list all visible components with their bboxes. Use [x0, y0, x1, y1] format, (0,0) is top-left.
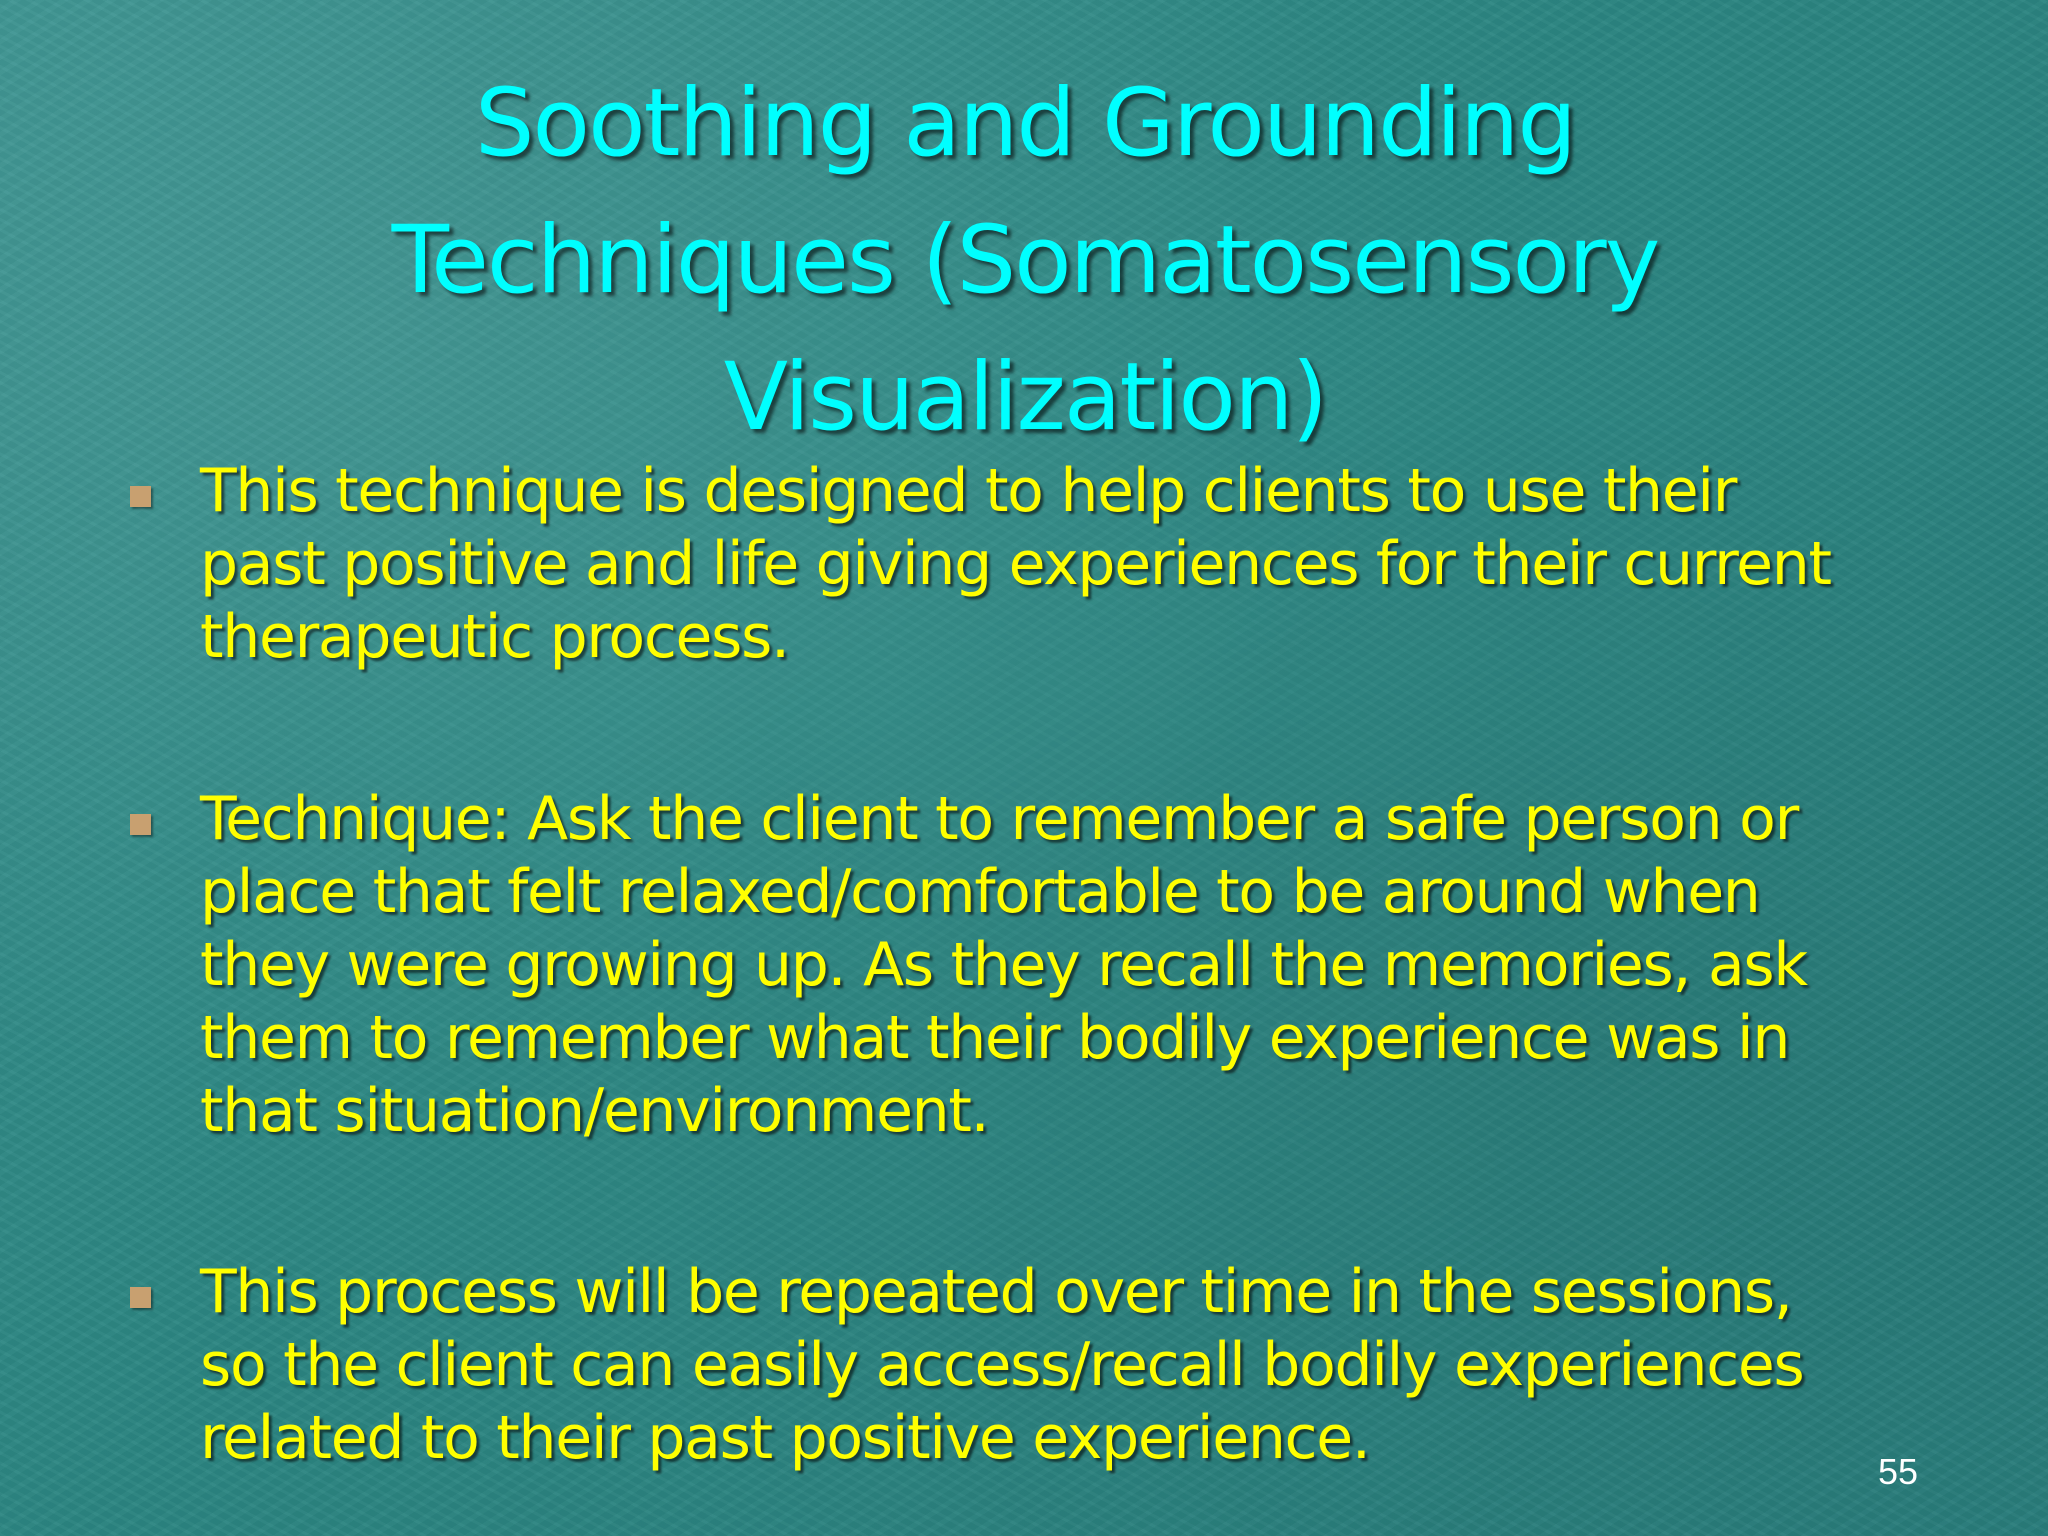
bullet-item-1: [200, 455, 1920, 674]
bullet-text-3: This process will be repeated over time in the sessions, so the client can easily access/recall bodily experiences related to their past positive experience.: [200, 1257, 1804, 1473]
bullet-item-3: [200, 1256, 1920, 1475]
slide-title: Soothing and Grounding Techniques (Somatosensory Visualization): [391, 69, 1659, 452]
square-bullet-icon: [130, 1287, 151, 1308]
bullet-text-1: This technique is designed to help clients to use their past positive and life giving experiences for their current therapeutic process.: [200, 456, 1831, 672]
page-number: 55: [1878, 1451, 1919, 1492]
square-bullet-icon: [130, 486, 151, 507]
square-bullet-icon: [130, 814, 151, 835]
bullet-text-2: Technique: Ask the client to remember a safe person or place that felt relaxed/comfortable to be around when they were growing up. As they recall the memories, ask them to remember what their bodily experience was in that situation/environment.: [200, 784, 1807, 1146]
bullet-item-2: [200, 783, 1920, 1148]
